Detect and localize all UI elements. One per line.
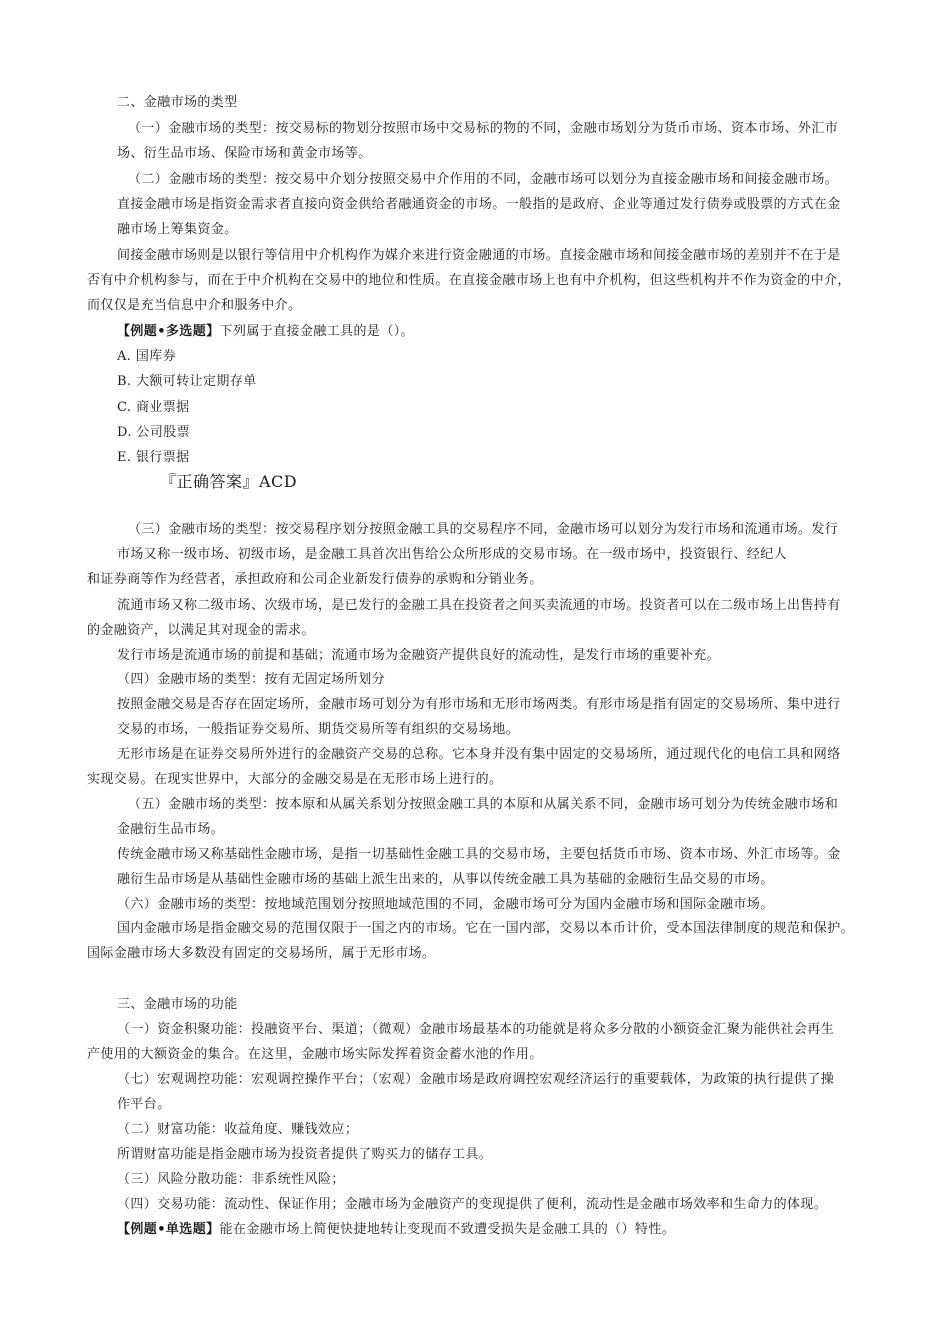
paragraph-line: 融市场上筹集资金。 — [117, 222, 238, 237]
correct-answer: 『正确答案』ACD — [160, 472, 298, 491]
option-b: B. 大额可转让定期存单 — [117, 374, 257, 389]
paragraph-line: 作平台。 — [117, 1097, 171, 1112]
paragraph-line: （三）风险分散功能：非系统性风险； — [117, 1172, 345, 1187]
paragraph-line: 场、衍生品市场、保险市场和黄金市场等。 — [117, 146, 372, 161]
paragraph-line: 和证券商等作为经营者，承担政府和公司企业新发行债券的承购和分销业务。 — [87, 572, 543, 587]
option-e: E. 银行票据 — [117, 450, 190, 465]
paragraph-line: （三）金融市场的类型：按交易程序划分按照金融工具的交易程序不同，金融市场可以划分为发行市场和流通市场。发行 — [128, 522, 839, 537]
paragraph-line: 的金融资产，以满足其对现金的需求。 — [87, 623, 315, 638]
paragraph-line: 所谓财富功能是指金融市场为投资者提供了购买力的储存工具。 — [117, 1147, 493, 1162]
option-d: D. 公司股票 — [117, 425, 191, 440]
paragraph-line: （五）金融市场的类型：按本原和从属关系划分按照金融工具的本原和从属关系不同，金融市场可划分为传统金融市场和 — [128, 797, 839, 812]
paragraph-line: （二）金融市场的类型：按交易中介划分按照交易中介作用的不同，金融市场可以划分为直接金融市场和间接金融市场。 — [128, 172, 839, 187]
paragraph-line: 否有中介机构参与，而在于中介机构在交易中的地位和性质。在直接金融市场上也有中介机构，但这些机构并不作为资金的中介， — [87, 273, 851, 288]
paragraph-line: （二）财富功能：收益角度、赚钱效应； — [117, 1122, 359, 1137]
example-question-text: 能在金融市场上简便快捷地转让变现而不致遭受损失是金融工具的（）特性。 — [219, 1222, 676, 1237]
option-a: A. 国库券 — [117, 349, 177, 364]
paragraph-line: （一）资金积聚功能：投融资平台、渠道；（微观）金融市场最基本的功能就是将众多分散的小额资金汇聚为能供社会再生 — [117, 1022, 835, 1037]
paragraph-line: 产使用的大额资金的集合。在这里，金融市场实际发挥着资金蓄水池的作用。 — [87, 1047, 543, 1062]
paragraph-line: 国际金融市场大多数没有固定的交易场所，属于无形市场。 — [87, 946, 436, 961]
example-question — [117, 1222, 675, 1238]
option-c: C. 商业票据 — [117, 400, 190, 415]
paragraph-line: 实现交易。在现实世界中，大部分的金融交易是在无形市场上进行的。 — [87, 772, 503, 787]
paragraph-line: （四）金融市场的类型：按有无固定场所划分 — [117, 672, 386, 687]
example-tag: 【例题•单选题】 — [117, 1222, 220, 1237]
paragraph-line: 国内金融市场是指金融交易的范围仅限于一国之内的市场。它在一国内部，交易以本币计价，受本国法律制度的规范和保护。 — [117, 921, 855, 936]
paragraph-line: （六）金融市场的类型：按地域范围划分按照地域范围的不同，金融市场可分为国内金融市场和国际金融市场。 — [117, 897, 774, 912]
example-question-text: 下列属于直接金融工具的是（）。 — [219, 324, 415, 339]
paragraph-line: 流通市场又称二级市场、次级市场，是已发行的金融工具在投资者之间买卖流通的市场。投资者可以在二级市场上出售持有 — [117, 598, 841, 613]
paragraph-line: （四）交易功能：流动性、保证作用；金融市场为金融资产的变现提供了便利，流动性是金融市场效率和生命力的体现。 — [117, 1197, 828, 1212]
paragraph-line: 融衍生品市场是从基础性金融市场的基础上派生出来的，从事以传统金融工具为基础的金融衍生品交易的市场。 — [117, 872, 774, 887]
paragraph-line: 间接金融市场则是以银行等信用中介机构作为媒介来进行资金融通的市场。直接金融市场和间接金融市场的差别并不在于是 — [117, 248, 841, 263]
section-heading: 二、金融市场的类型 — [117, 95, 238, 110]
paragraph-line: 金融衍生品市场。 — [117, 822, 225, 837]
paragraph-line: 交易的市场，一般指证券交易所、期货交易所等有组织的交易场地。 — [117, 722, 520, 737]
paragraph-line: （七）宏观调控功能：宏观调控操作平台；（宏观）金融市场是政府调控宏观经济运行的重要载体，为政策的执行提供了操 — [117, 1072, 835, 1087]
paragraph-line: 直接金融市场是指资金需求者直接向资金供给者融通资金的市场。一般指的是政府、企业等通过发行债券或股票的方式在金 — [117, 197, 841, 212]
paragraph-line: 发行市场是流通市场的前提和基础；流通市场为金融资产提供良好的流动性，是发行市场的重要补充。 — [117, 648, 721, 663]
example-tag: 【例题•多选题】 — [117, 324, 220, 339]
paragraph-line: 无形市场是在证券交易所外进行的金融资产交易的总称。它本身并没有集中固定的交易场所，通过现代化的电信工具和网络 — [117, 747, 841, 762]
paragraph-line: 市场又称一级市场、初级市场，是金融工具首次出售给公众所形成的交易市场。在一级市场中，投资银行、经纪人 — [117, 547, 788, 562]
paragraph-line: 传统金融市场又称基础性金融市场，是指一切基础性金融工具的交易市场，主要包括货币市场、资本市场、外汇市场等。金 — [117, 847, 841, 862]
paragraph-line: 按照金融交易是否存在固定场所，金融市场可划分为有形市场和无形市场两类。有形市场是指有固定的交易场所、集中进行 — [117, 697, 841, 712]
paragraph-line: （一）金融市场的类型：按交易标的物划分按照市场中交易标的物的不同，金融市场划分为货币市场、资本市场、外汇市 — [128, 121, 839, 136]
section-heading: 三、金融市场的功能 — [117, 997, 238, 1012]
example-question — [117, 324, 414, 340]
paragraph-line: 而仅仅是充当信息中介和服务中介。 — [87, 298, 302, 313]
